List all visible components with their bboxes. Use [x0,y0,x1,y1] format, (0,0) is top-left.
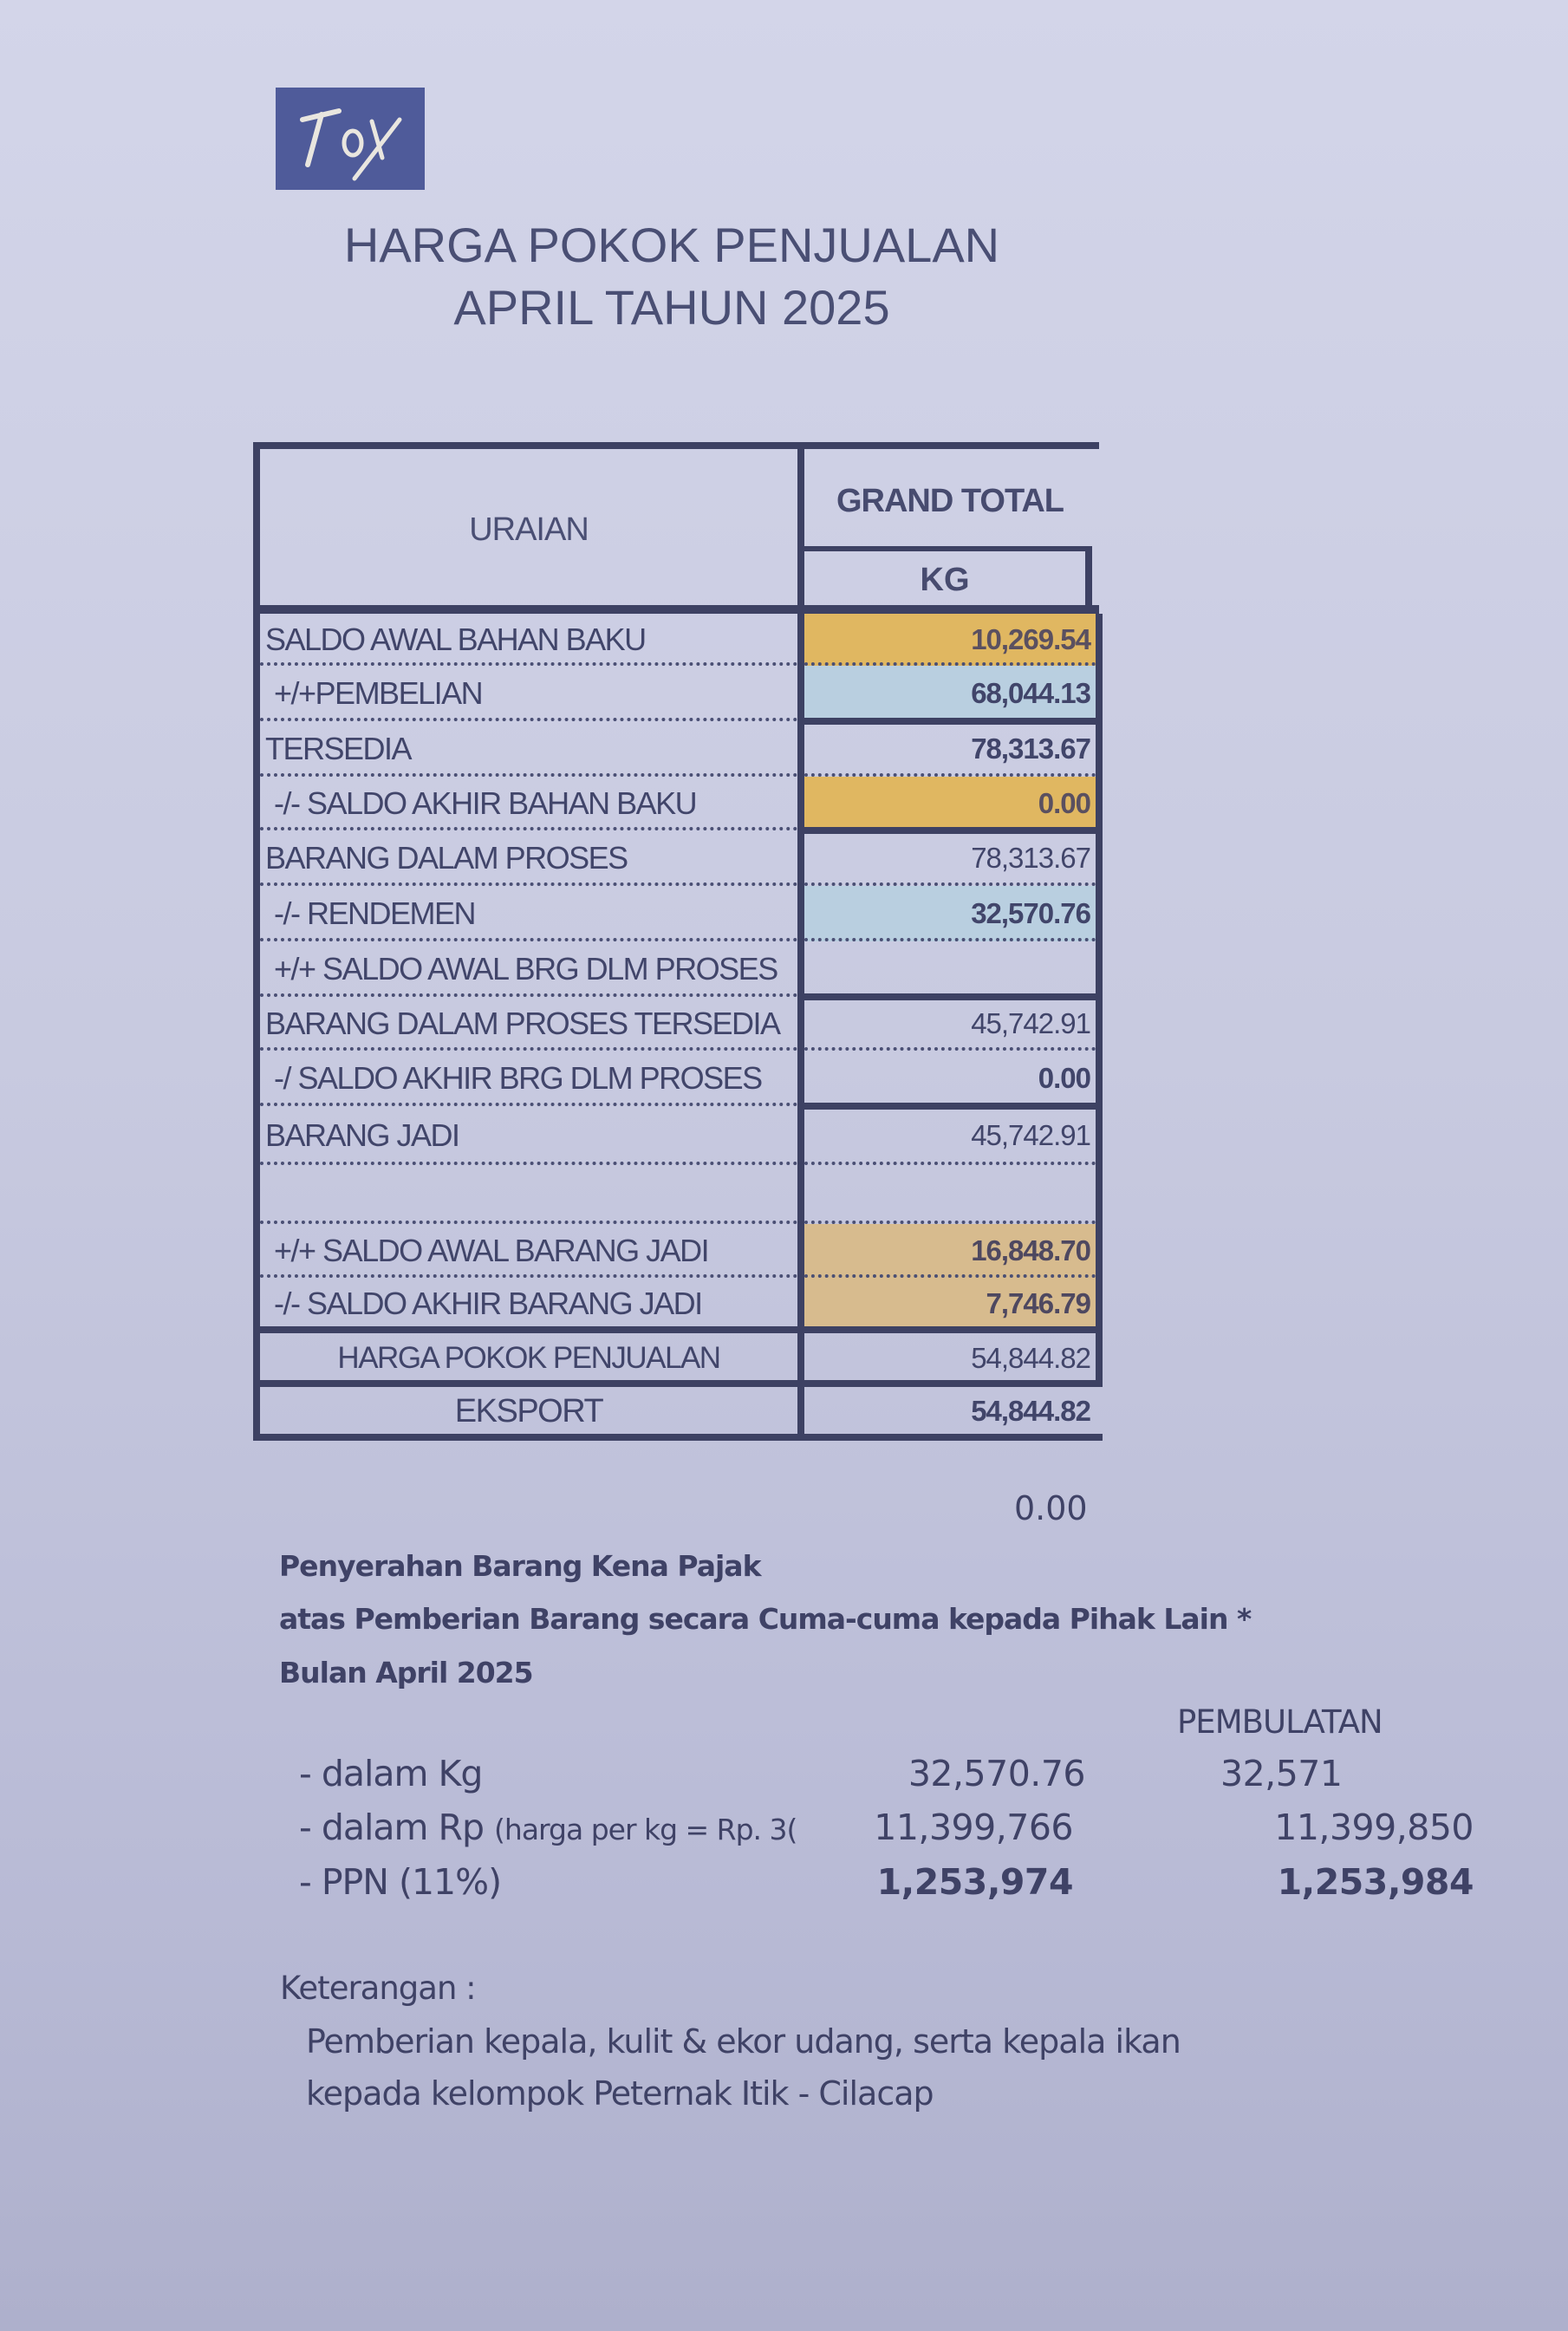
row-value: 78,313.67 [971,733,1090,765]
table-row-export [260,1387,1096,1436]
table-border [253,442,1099,449]
tax-section-title: Penyerahan Barang Kena Pajak [279,1549,761,1583]
price-per-kg-note: (harga per kg = Rp. 3( [494,1813,797,1846]
tax-section-subtitle: atas Pemberian Barang secara Cuma-cuma kepada Pihak Lain * [279,1602,1252,1636]
company-logo [276,88,425,190]
row-label: +/+PEMBELIAN [274,675,483,711]
remarks-heading: Keterangan : [280,1970,476,2007]
report-period: APRIL TAHUN 2025 [453,280,890,335]
table-row [260,886,1096,941]
row-value: 45,742.91 [971,1119,1090,1151]
column-header-grand-total: GRAND TOTAL [836,482,1064,519]
row-label [260,1165,797,1224]
line-rp-label: - dalam Rp (harga per kg = Rp. 3( [299,1807,797,1848]
row-label: BARANG DALAM PROSES TERSEDIA [265,1006,780,1041]
table-row [260,1106,1096,1165]
column-header-unit: KG [804,546,1092,609]
line-ppn-value: 1,253,974 [876,1861,1073,1903]
row-value: 10,269.54 [804,614,1096,666]
row-label: TERSEDIA [265,731,412,766]
row-value: 78,313.67 [971,842,1090,874]
report-title: HARGA POKOK PENJUALAN [343,218,1000,272]
row-label: BARANG JADI [265,1117,459,1153]
row-label: HARGA POKOK PENJUALAN [337,1341,720,1375]
row-label: +/+ SALDO AWAL BARANG JADI [274,1233,709,1268]
row-value [804,941,1096,997]
table-border [253,442,260,1435]
row-value [804,1165,1096,1224]
logo-signature-icon [285,95,415,182]
line-rp-value: 11,399,766 [874,1807,1073,1848]
row-value: 7,746.79 [804,1278,1096,1330]
remarks-line: kepada kelompok Peternak Itik - Cilacap [306,2074,934,2113]
table-row [260,1224,1096,1278]
row-value: 45,742.91 [971,1007,1090,1039]
table-row [260,777,1096,830]
row-label: -/- SALDO AKHIR BARANG JADI [274,1286,702,1321]
row-value: 68,044.13 [804,666,1096,721]
table-row [260,1278,1096,1330]
rounding-header: PEMBULATAN [1177,1703,1383,1741]
table-row [260,666,1096,721]
row-label: -/- SALDO AKHIR BAHAN BAKU [274,785,697,821]
table-border [253,605,1099,614]
column-header-uraian: URAIAN [469,511,589,548]
row-label: +/+ SALDO AWAL BRG DLM PROSES [274,951,777,986]
row-label: SALDO AWAL BAHAN BAKU [265,622,646,657]
table-row [260,830,1096,886]
difference-value: 0.00 [1014,1489,1088,1527]
row-value: 32,570.76 [804,886,1096,941]
line-rp-rounded: 11,399,850 [1274,1807,1474,1848]
tax-section-period: Bulan April 2025 [279,1656,533,1690]
line-kg-label: - dalam Kg [299,1753,483,1794]
row-value: 16,848.70 [804,1224,1096,1278]
row-value: 0.00 [804,777,1096,830]
table-row [260,941,1096,997]
row-value: 0.00 [1038,1062,1090,1094]
line-kg-rounded: 32,571 [1220,1753,1343,1794]
row-value: 54,844.82 [971,1342,1090,1374]
row-label: -/- RENDEMEN [274,895,475,931]
row-label: EKSPORT [454,1392,603,1429]
line-ppn-label: - PPN (11%) [299,1861,502,1903]
table-row [260,614,1096,666]
row-label: -/ SALDO AKHIR BRG DLM PROSES [274,1060,762,1096]
table-row [260,1051,1096,1106]
line-ppn-rounded: 1,253,984 [1277,1861,1474,1903]
row-value: 54,844.82 [971,1395,1090,1427]
row-label: BARANG DALAM PROSES [265,840,628,876]
table-row [260,1165,1096,1224]
line-kg-value: 32,570.76 [908,1753,1085,1794]
table-row [260,721,1096,777]
remarks-line: Pemberian kepala, kulit & ekor udang, serta kepala ikan [306,2022,1181,2061]
table-row [260,997,1096,1051]
table-row-total [260,1333,1096,1384]
